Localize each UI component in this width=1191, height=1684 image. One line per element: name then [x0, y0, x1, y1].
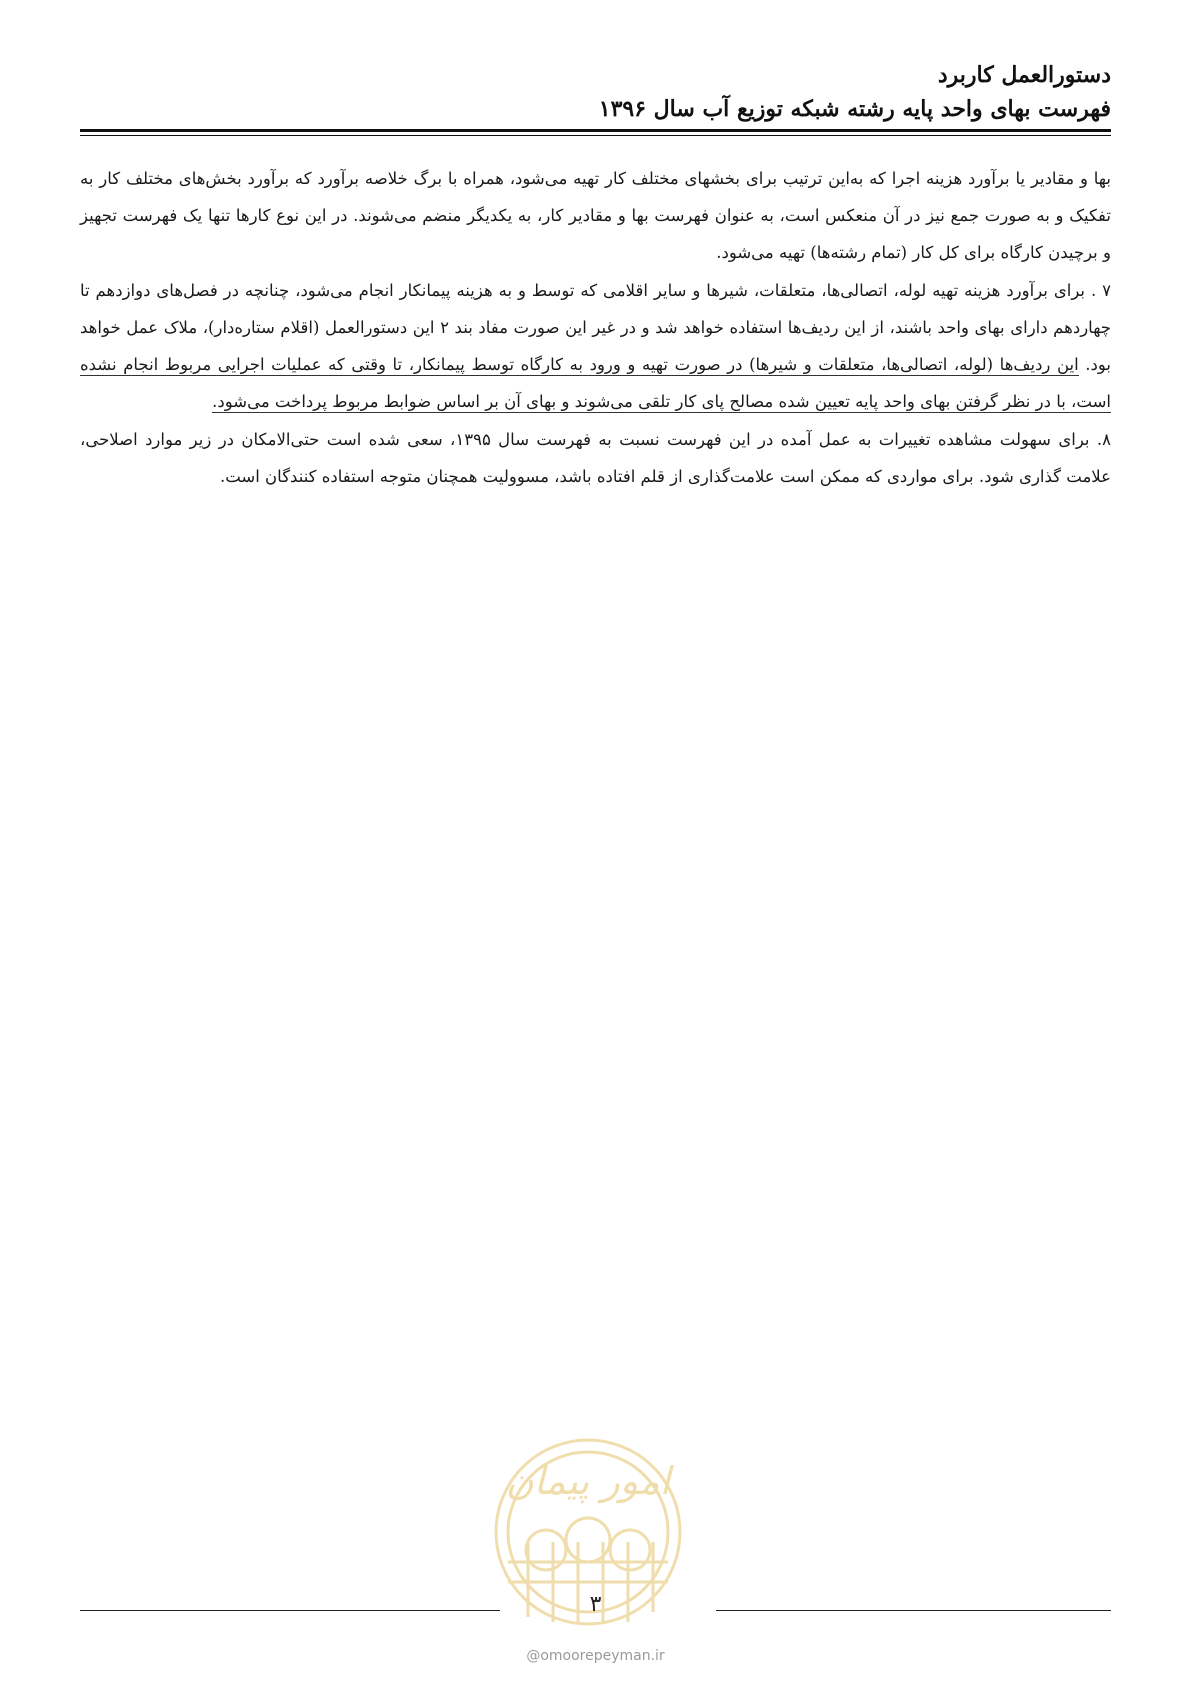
paragraph-item-7 [80, 272, 1111, 420]
paragraph-item-8: ۸. برای سهولت مشاهده تغییرات به عمل آمده در این فهرست نسبت به فهرست سال ۱۳۹۵، سعی شده است حتی‌الامکان در زیر موارد اصلاحی، علامت گذاری شود. برای مواردی که ممکن است علامت‌گذاری از قلم افتاده باشد، مسوولیت همچنان متوجه استفاده کنندگان است. [80, 430, 1111, 486]
paragraph-item-7-underlined: این ردیف‌ها (لوله، اتصالی‌ها، متعلقات و شیرها) در صورت تهیه و ورود به کارگاه توسط پیمانکار، تا وقتی که عملیات اجرایی مربوط انجام نشده است، با در نظر گرفتن بهای واحد پایه تعیین شده مصالح پای کار تلقی می‌شوند و بهای آن بر اساس ضوابط مربوط پرداخت می‌شود. [80, 355, 1111, 411]
header-rule-thick [80, 129, 1111, 132]
body-text [80, 160, 1111, 495]
paragraph-continuation: بها و مقادیر یا برآورد هزینه اجرا که به‌این ترتیب برای بخشهای مختلف کار تهیه می‌شود، همراه با برگ خلاصه برآورد که برآورد بخش‌های مختلف کار به تفکیک و به صورت جمع نیز در آن منعکس است، به عنوان فهرست بها و مقادیر کار، به یکدیگر منضم می‌شوند. در این نوع کارها تنها یک فهرست تجهیز و برچیدن کارگاه برای کل کار (تمام رشته‌ها) تهیه می‌شود. [80, 169, 1111, 262]
header-title: دستورالعمل کاربرد [937, 62, 1111, 88]
watermark-url-text: omoorepeyman.ir [540, 1648, 665, 1664]
page-header [80, 58, 1111, 126]
at-sign-icon: @ [526, 1648, 541, 1664]
watermark-logo-text: امور پیمان [505, 1459, 671, 1503]
header-subtitle: فهرست بهای واحد پایه رشته شبکه توزیع آب سال ۱۳۹۶ [598, 96, 1111, 122]
paragraph-item-7-text: ۷ . برای برآورد هزینه تهیه لوله، اتصالی‌ها، متعلقات، شیرها و سایر اقلامی که توسط و به هزینه پیمانکار انجام می‌شود، چنانچه در فصل‌های دوازدهم تا چهاردهم دارای بهای واحد باشند، از این ردیف‌ها استفاده خواهد شد و در غیر این صورت مفاد بند ۲ این دستورالعمل (اقلام ستاره‌دار)، ملاک عمل خواهد بود. [80, 281, 1112, 374]
header-rule-thin [80, 135, 1111, 136]
page-number: ۳ [589, 1592, 602, 1617]
watermark-url [0, 1648, 1191, 1664]
